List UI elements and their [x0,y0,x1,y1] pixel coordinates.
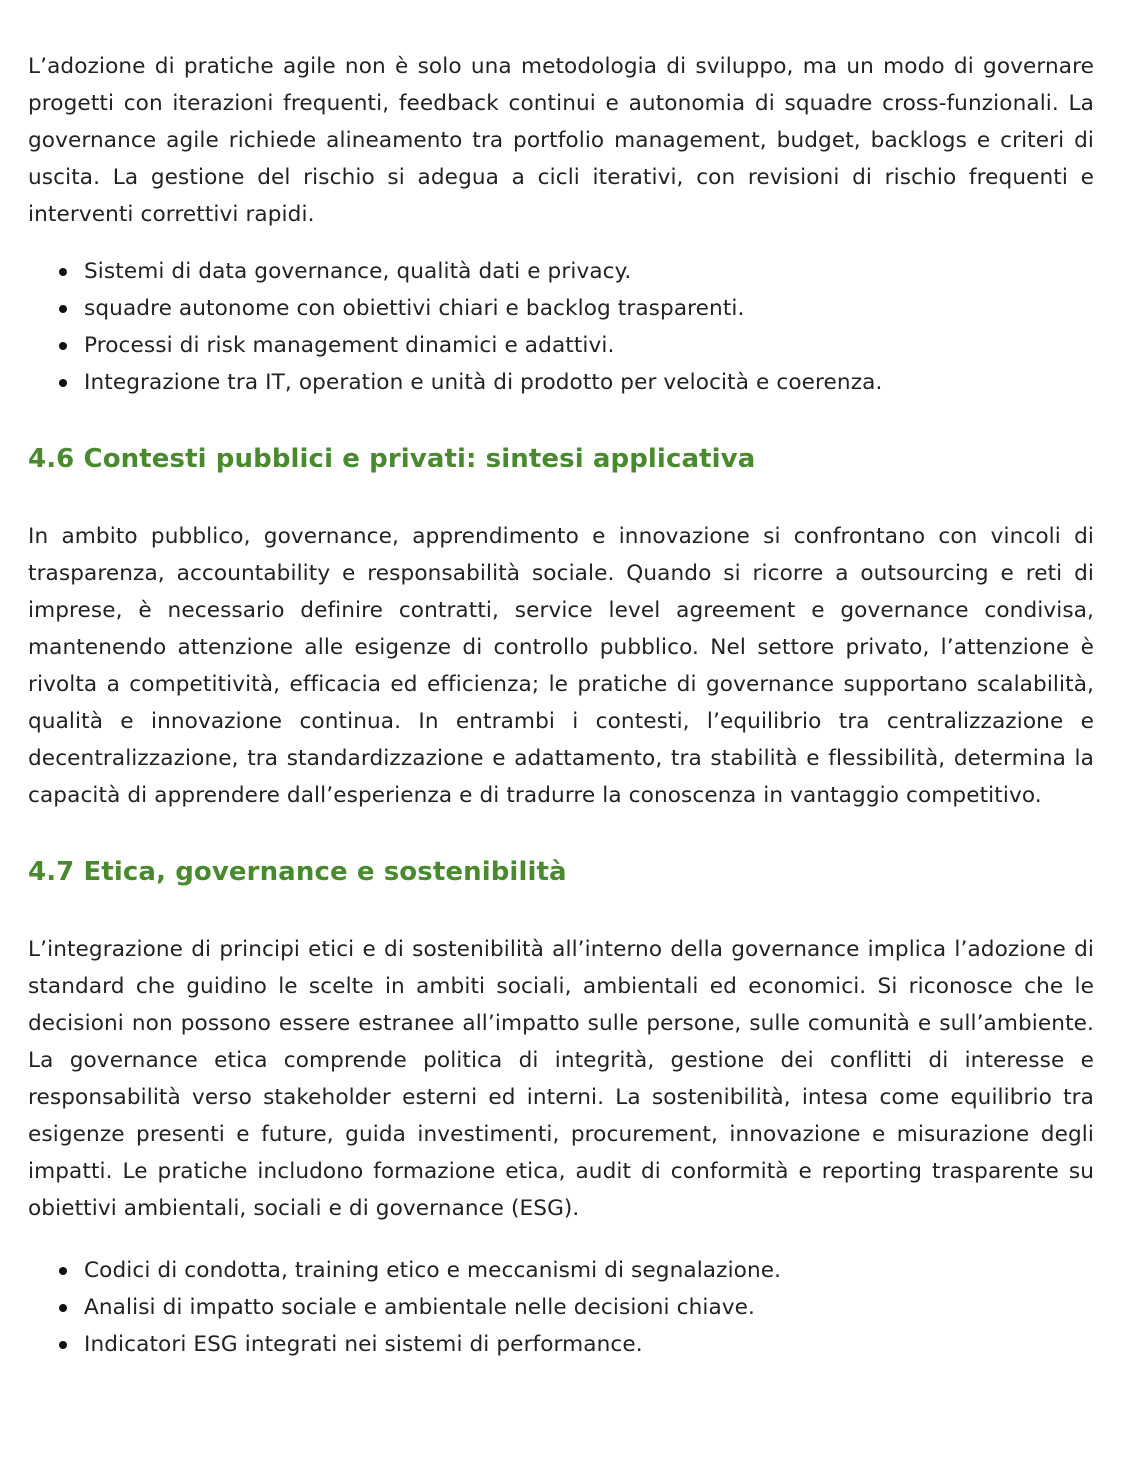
section-4-6-paragraph: In ambito pubblico, governance, apprendimento e innovazione si confrontano con vincoli di trasparenza, accountability e responsabilità sociale. Quando si ricorre a outsourcing e reti di imprese, è necessario definire contratti, service level agreement e governance condivisa, mantenendo attenzione alle esigenze di controllo pubblico. Nel settore privato, l’attenzione è rivolta a competitività, efficacia ed efficienza; le pratiche di governance supportano scalabilità, qualità e innovazione continua. In entrambi i contesti, l’equilibrio tra centralizzazione e decentralizzazione, tra standardizzazione e adattamento, tra stabilità e flessibilità, determina la capacità di apprendere dall’esperienza e di tradurre la conoscenza in vantaggio competitivo. [28,524,1094,808]
list-item: Codici di condotta, training etico e meccanismi di segnalazione. [84,1252,1094,1289]
ethics-practices-list [28,1252,1094,1363]
section-heading-4-7: 4.7 Etica, governance e sostenibilità [28,857,567,887]
list-item: Processi di risk management dinamici e adattivi. [84,327,1094,364]
list-item: Integrazione tra IT, operation e unità di prodotto per velocità e coerenza. [84,364,1094,401]
intro-paragraph: L’adozione di pratiche agile non è solo una metodologia di sviluppo, ma un modo di governare progetti con iterazioni frequenti, feedback continui e autonomia di squadre cross-funzionali. La governance agile richiede alineamento tra portfolio management, budget, backlogs e criteri di uscita. La gestione del rischio si adegua a cicli iterativi, con revisioni di rischio frequenti e interventi correttivi rapidi. [28,54,1094,227]
list-item: squadre autonome con obiettivi chiari e backlog trasparenti. [84,290,1094,327]
list-item: Sistemi di data governance, qualità dati e privacy. [84,253,1094,290]
section-heading-4-6: 4.6 Contesti pubblici e privati: sintesi applicativa [28,444,756,474]
agile-practices-list [28,253,1094,401]
section-4-7-paragraph: L’integrazione di principi etici e di sostenibilità all’interno della governance implica l’adozione di standard che guidino le scelte in ambiti sociali, ambientali ed economici. Si riconosce che le decisioni non possono essere estranee all’impatto sulle persone, sulle comunità e sull’ambiente. La governance etica comprende politica di integrità, gestione dei conflitti di interesse e responsabilità verso stakeholder esterni ed interni. La sostenibilità, intesa come equilibrio tra esigenze presenti e future, guida investimenti, procurement, innovazione e misurazione degli impatti. Le pratiche includono formazione etica, audit di conformità e reporting trasparente su obiettivi ambientali, sociali e di governance (ESG). [28,937,1094,1221]
list-item: Indicatori ESG integrati nei sistemi di performance. [84,1326,1094,1363]
list-item: Analisi di impatto sociale e ambientale nelle decisioni chiave. [84,1289,1094,1326]
